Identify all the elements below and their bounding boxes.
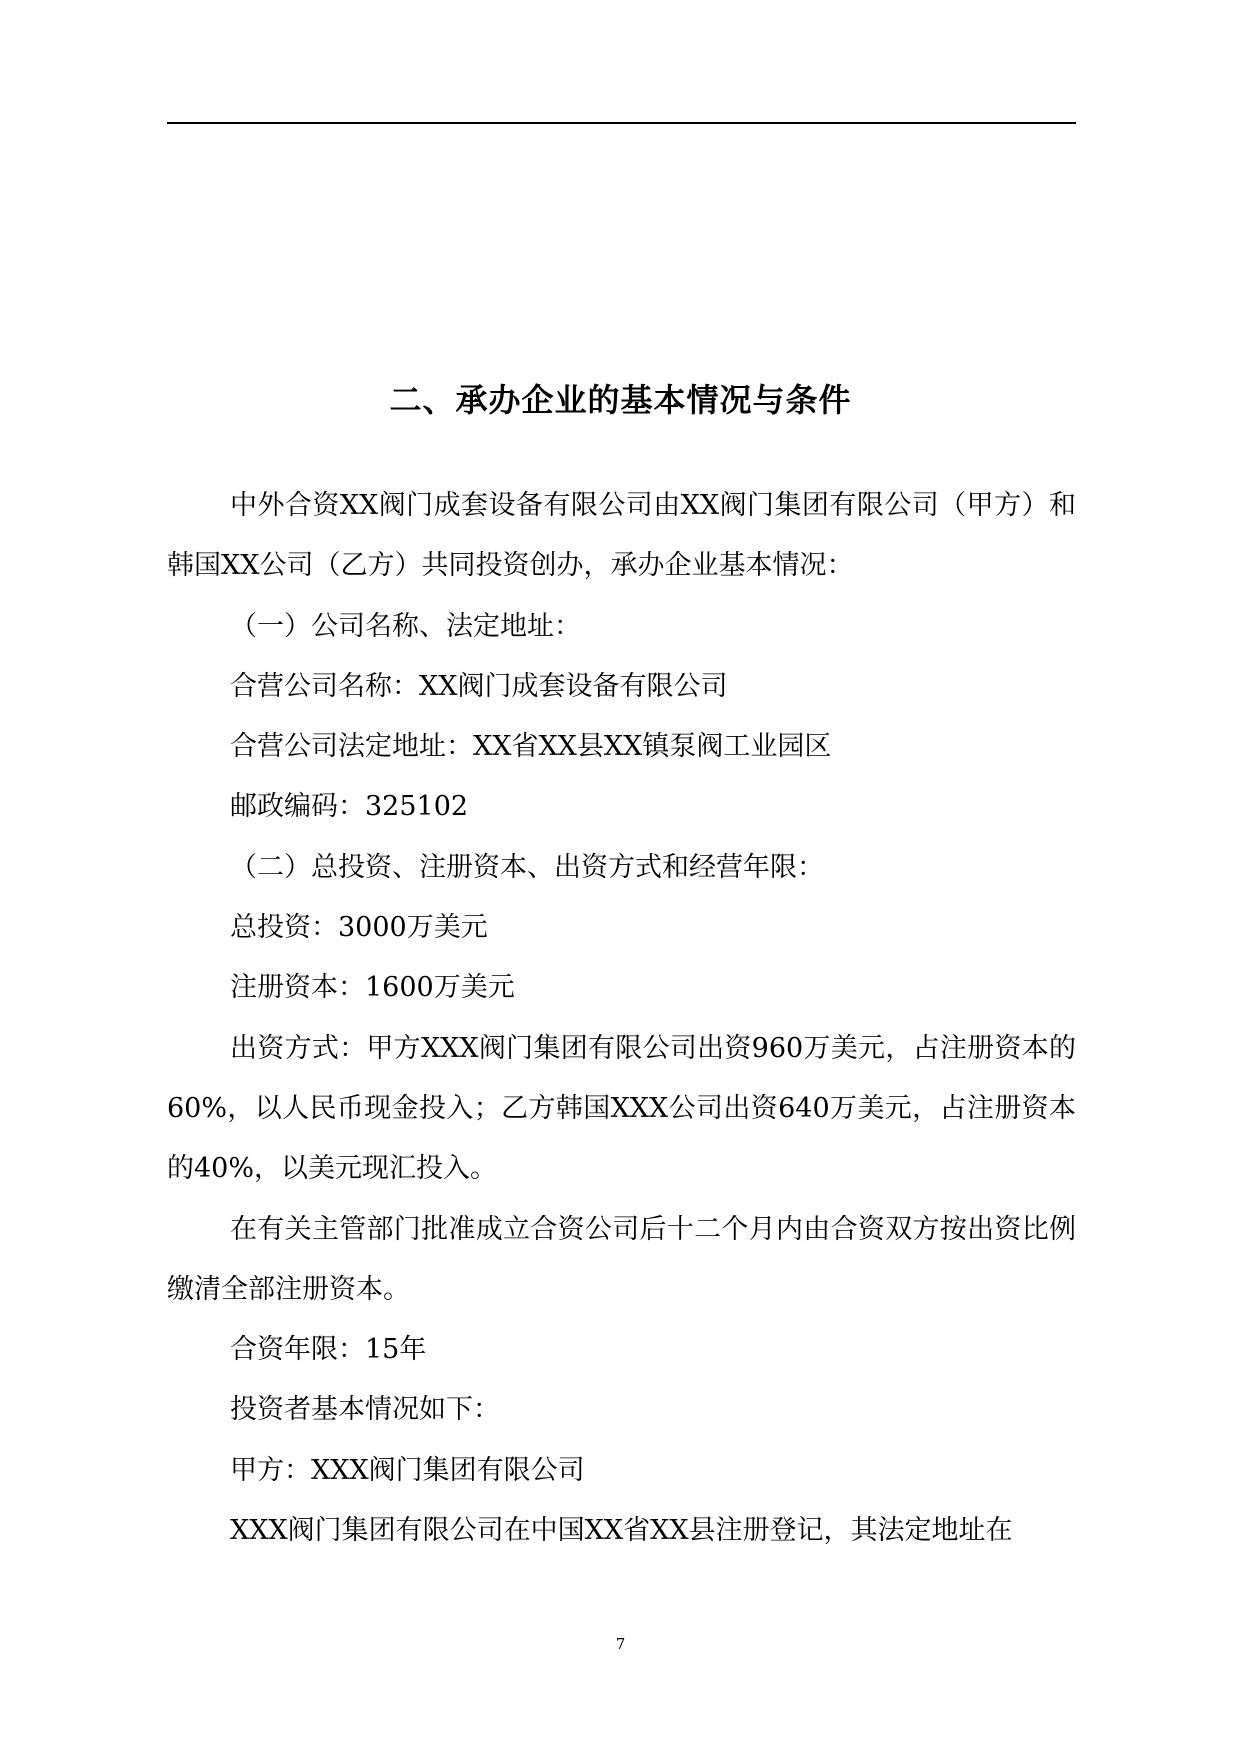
paragraph-party-a: 甲方：XXX阀门集团有限公司 — [230, 1454, 585, 1486]
paragraph-term: 合资年限：15年 — [230, 1334, 427, 1366]
body-text — [167, 476, 1076, 1561]
paragraph-company-name: 合营公司名称：XX阀门成套设备有限公司 — [230, 670, 728, 702]
paragraph-intro: 中外合资XX阀门成套设备有限公司由XX阀门集团有限公司（甲方）和韩国XX公司（乙方）共同投资创办，承办企业基本情况： — [167, 490, 1076, 582]
paragraph-total-investment: 总投资：3000万美元 — [230, 912, 488, 944]
header-rule — [167, 122, 1076, 124]
page-number: 7 — [615, 1635, 626, 1653]
paragraph-postal-code: 邮政编码：325102 — [230, 791, 469, 823]
paragraph-company-address: 合营公司法定地址：XX省XX县XX镇泵阀工业园区 — [230, 731, 832, 763]
paragraph-registered-capital: 注册资本：1600万美元 — [230, 972, 515, 1004]
paragraph-party-a-registration: XXX阀门集团有限公司在中国XX省XX县注册登记，其法定地址在 — [230, 1515, 1013, 1547]
section-heading-company-name-address: （一）公司名称、法定地址： — [230, 610, 581, 642]
paragraph-payment-deadline: 在有关主管部门批准成立合资公司后十二个月内由合资双方按出资比例缴清全部注册资本。 — [167, 1213, 1076, 1305]
paragraph-investors-heading: 投资者基本情况如下： — [230, 1394, 500, 1426]
section-heading-investment: （二）总投资、注册资本、出资方式和经营年限： — [230, 851, 824, 883]
page-title: 二、承办企业的基本情况与条件 — [389, 381, 852, 420]
paragraph-contribution-method: 出资方式：甲方XXX阀门集团有限公司出资960万美元，占注册资本的60%，以人民币现金投入；乙方韩国XXX公司出资640万美元，占注册资本的40%，以美元现汇投入。 — [167, 1032, 1076, 1185]
